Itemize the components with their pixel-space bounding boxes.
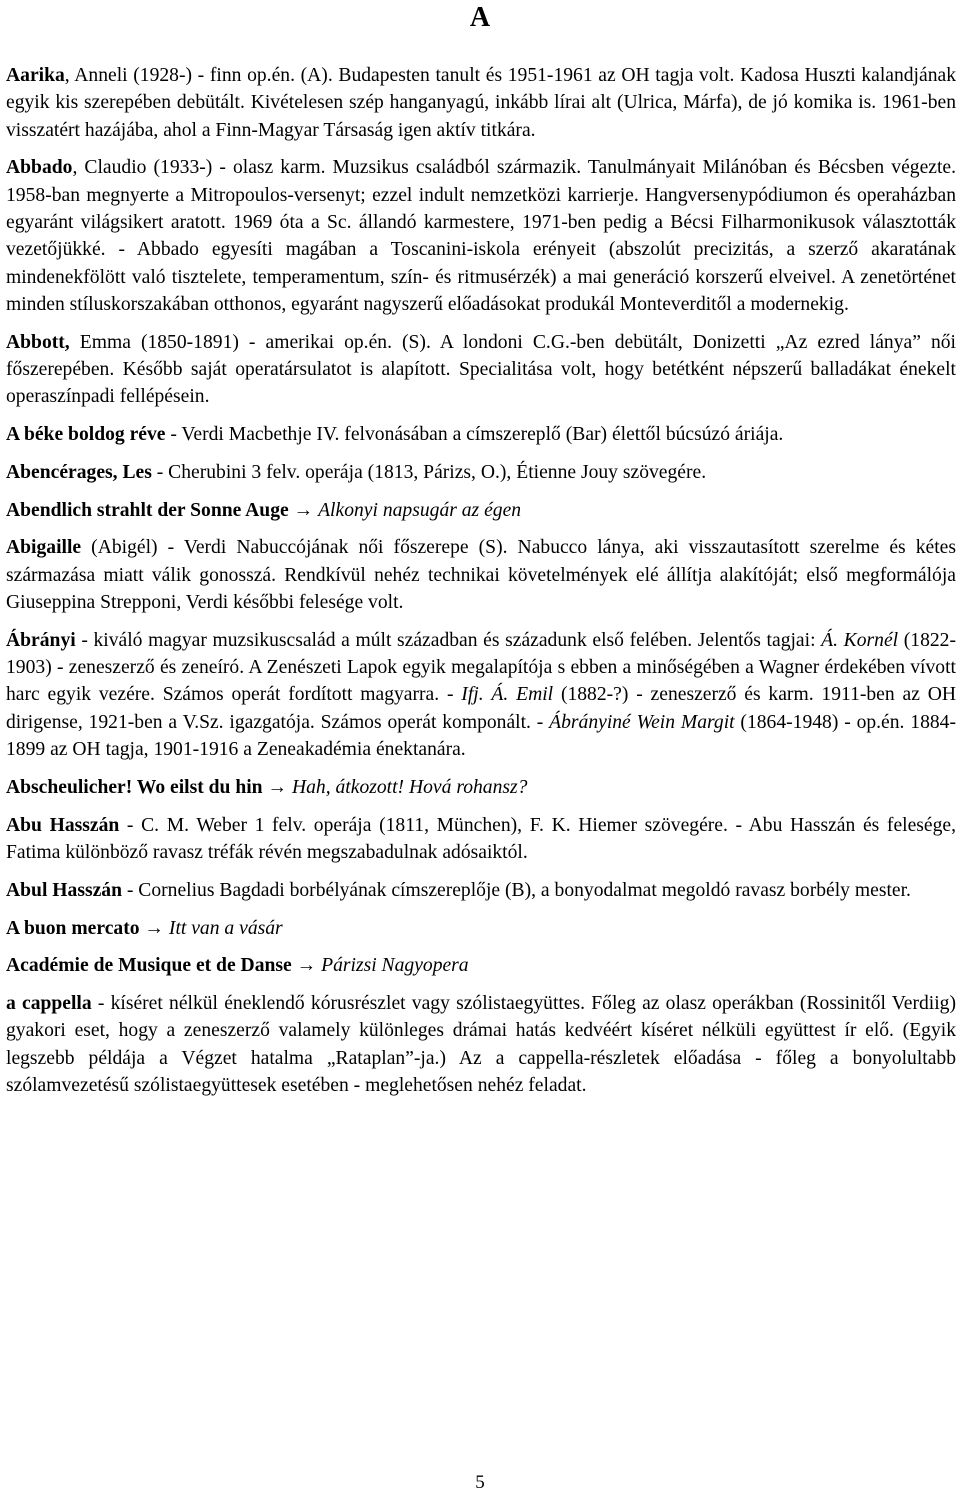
entry-term: Ábrányi <box>6 629 76 651</box>
entry-term: Abencérages, Les <box>6 461 152 483</box>
cross-reference-target: Párizsi Nagyopera <box>321 955 469 977</box>
cross-reference-target: Alkonyi napsugár az égen <box>318 499 522 521</box>
cross-reference-arrow: → <box>291 955 322 977</box>
cross-reference-target: Itt van a vásár <box>168 917 283 939</box>
page-number: 5 <box>475 1472 485 1493</box>
entry-aarika <box>6 62 956 144</box>
entry-abencerages <box>6 459 956 486</box>
entry-abigaille <box>6 534 956 616</box>
entry-text: - C. M. Weber 1 felv. operája (1811, München), F. K. Hiemer szövegére. - Abu Hasszán és felesége, Fatima különböző ravasz tréfák révén megszabadulnak adósaiktól. <box>6 814 956 863</box>
family-member-name: Á. Kornél <box>821 629 899 651</box>
entry-list <box>6 62 956 1110</box>
entry-text: - kiváló magyar muzsikuscsalád a múlt században és századunk első felében. Jelentős tagjai: <box>75 629 822 651</box>
entry-text: (1882-?) - zeneszerző és karm. 1911-ben az OH dirigense, 1921-ben a V.Sz. igazgatója. Számos operát komponált. - <box>6 684 957 733</box>
entry-text: - Verdi Macbethje IV. felvonásában a címszereplő (Bar) élettől búcsúzó áriája. <box>165 424 784 446</box>
entry-term: A buon mercato <box>6 917 140 939</box>
entry-text: (1822-1903) - zeneszerző és zeneíró. A Zenészeti Lapok egyik megalapítója s ebben a minőségében a Wagner érdekében vívott harc egyik vezére. Számos operát fordított magyarra. - <box>6 629 957 706</box>
entry-term: Académie de Musique et de Danse <box>6 955 292 977</box>
entry-term: A béke boldog réve <box>6 424 166 446</box>
entry-a-cappella <box>6 990 956 1099</box>
entry-abranyi <box>6 627 956 763</box>
entry-a-beke-boldog-reve <box>6 421 956 448</box>
cross-reference-arrow: → <box>139 917 169 939</box>
entry-term: Abendlich strahlt der Sonne Auge <box>6 499 289 521</box>
entry-term: Abu Hasszán <box>6 814 120 836</box>
entry-term: a cappella <box>6 993 92 1015</box>
entry-abu-hasszan <box>6 812 956 867</box>
entry-text: Emma (1850-1891) - amerikai op.én. (S). A londoni C.G.-ben debütált, Donizetti „Az ezred lánya” női főszerepében. Később saját operatársulatot is alapított. Specialitása volt, hogy betétként népszerű balladákat énekelt operaszínpadi fellépésein. <box>6 331 956 408</box>
cross-reference-target: Hah, átkozott! Hová rohansz? <box>291 776 528 798</box>
entry-text: , Claudio (1933-) - olasz karm. Muzsikus családból származik. Tanulmányait Milánóban és Bécsben végezte. 1958-ban megnyerte a Mitropoulos-versenyt; ezzel indult nemzetközi karrierje. Hangversenypódiumon és operaházban egyaránt világsikert aratott. 1969 óta a Sc. állandó karmestere, 1971-ben pedig a Bécsi Filharmonikusok választották vezetőjükké. - Abbado egyesíti magában a Toscanini-iskola erényeit (abszolút precizitás, a szerző akaratának mindenekfölött való tisztelete, temperamentum, szín- és ritmusérzék) a mai generáció korszerű elveivel. A zenetörténet minden stíluskorszakában otthonos, egyaránt nagyszerű előadásokat produkál Monteverditől a modernekig. <box>6 157 956 315</box>
entry-term: Abbott, <box>6 331 70 353</box>
entry-academie <box>6 952 956 979</box>
entry-term: Abigaille <box>6 537 82 559</box>
entry-abul-hasszan <box>6 877 956 904</box>
cross-reference-arrow: → <box>262 776 292 798</box>
entry-abbado <box>6 154 956 318</box>
entry-text: (1864-1948) - op.én. 1884-1899 az OH tagja, 1901-1916 a Zeneakadémia énektanára. <box>6 711 957 761</box>
entry-a-buon-mercato <box>6 915 956 942</box>
entry-abendlich <box>6 497 956 524</box>
family-member-name: Ábrányiné Wein Margit <box>549 711 735 733</box>
entry-text: (Abigél) - Verdi Nabuccójának női főszerepe (S). Nabucco lánya, aki visszautasított szerelme és kétes származása miatt válik gonosszá. Rendkívül nehéz technikai követelmények elé állítja alakítóját; első megformálója Giuseppina Strepponi, Verdi későbbi felesége volt. <box>6 537 956 614</box>
entry-term: Abscheulicher! Wo eilst du hin <box>6 776 263 798</box>
entry-text: - kíséret nélkül éneklendő kórusrészlet vagy szólistaegyüttes. Főleg az olasz operákban (Rossinitől Verdiig) gyakori eset, hogy a zeneszerző valamely különleges drámai hatás kedvéért kíséret nélküli együttest ír elő. (Egyik legszebb példája a Végzet hatalma „Rataplan”-ja.) Az a cappella-részletek előadása - főleg a bonyolultabb szólamvezetésű szólistaegyüttesek esetében - meglehetősen nehéz feladat. <box>6 993 956 1096</box>
entry-term: Abul Hasszán <box>6 879 122 901</box>
entry-term: Abbado <box>6 157 73 179</box>
entry-abbott <box>6 329 956 411</box>
cross-reference-arrow: → <box>288 499 319 521</box>
entry-text: - Cherubini 3 felv. operája (1813, Párizs, O.), Étienne Jouy szövegére. <box>151 461 707 483</box>
section-heading: A <box>469 2 491 33</box>
entry-text: , Anneli (1928-) - finn op.én. (A). Budapesten tanult és 1951-1961 az OH tagja volt. Kadosa Huszti kalandjának egyik kis szerepében debütált. Kivételesen szép hanganyagú, inkább lírai alt (Ulrica, Márfa), de jó komika is. 1961-ben visszatért hazájába, ahol a Finn-Magyar Társaság igen aktív titkára. <box>6 65 956 141</box>
entry-term: Aarika <box>6 65 65 86</box>
family-member-name: Ifj. Á. Emil <box>461 684 554 706</box>
entry-abscheulicher <box>6 774 956 801</box>
entry-text: - Cornelius Bagdadi borbélyának címszereplője (B), a bonyodalmat megoldó ravasz borbély mester. <box>121 879 911 901</box>
